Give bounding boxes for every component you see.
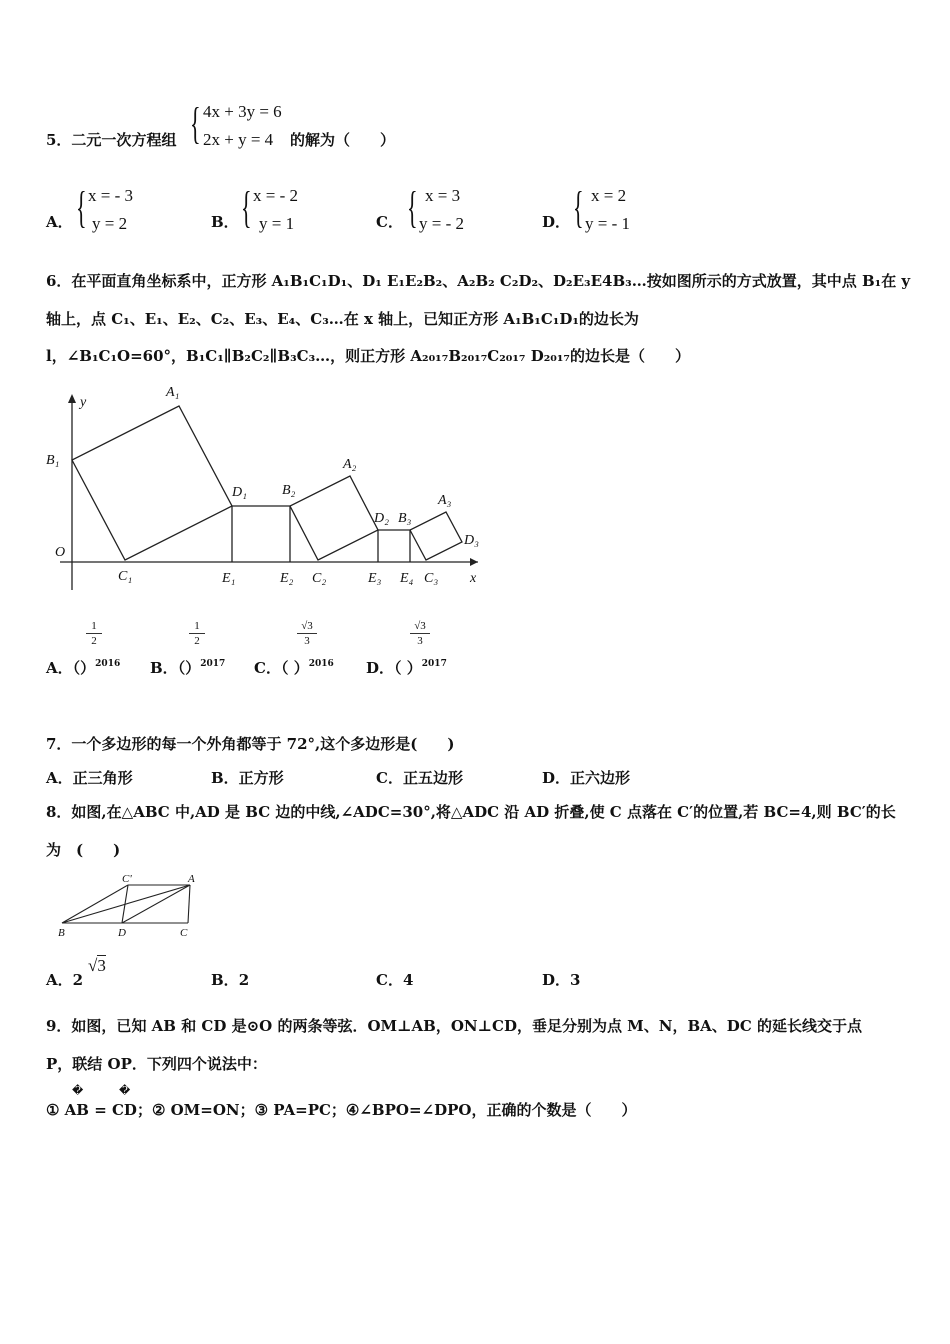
q5-option-c-system [419, 182, 464, 238]
q6-option-c-exp: 2016 [308, 659, 334, 669]
q8-option-c-label: C． [376, 971, 403, 989]
square-1 [72, 406, 232, 560]
q6-option-d-den: 3 [417, 635, 423, 647]
q5-stem-text: 5．二元一次方程组 [46, 131, 177, 149]
q6-option-b-exp: 2017 [200, 659, 226, 669]
label-e4: E₄ [400, 571, 414, 586]
label-e2: E₂ [280, 571, 294, 586]
label-e3: E₃ [368, 571, 382, 586]
q5-option-b-system [253, 182, 298, 238]
q5-option-b-brace: { [241, 183, 252, 232]
q6-option-c-label: C． [254, 659, 281, 677]
label-b1: B₁ [46, 453, 60, 468]
q5-option-d-l2: y = - 1 [585, 214, 630, 233]
q6-line2: 轴上，点 C₁、E₁、E₂、C₂、E₃、E₄、C₃…在 x 轴上，已知正方形 A₁B₁C₁D₁的边长为 [46, 310, 639, 328]
q6-figure [40, 380, 500, 610]
q6-option-d-close: ） [406, 659, 422, 677]
q6-line3: l，∠B₁C₁O=60°，B₁C₁∥B₂C₂∥B₃C₃…，则正方形 A₂₀₁₇B₂₀₁₇C₂₀₁₇ D₂₀₁₇的边长是（ ） [46, 347, 691, 365]
label-c1: C₁ [118, 569, 133, 584]
q6-option-b-open: （ [177, 659, 186, 677]
segment-ad [122, 885, 190, 923]
label-a3: A₃ [438, 493, 452, 508]
q5-system-brace: { [190, 99, 201, 148]
q5-option-b-label[interactable]: B． [211, 213, 239, 231]
q5-option-c-l2: y = - 2 [419, 214, 464, 233]
q6-option-d-num: √3 [414, 620, 426, 632]
q6-option-d-exp: 2017 [421, 659, 447, 669]
q7-option-d[interactable]: D．正六边形 [542, 769, 631, 787]
segment-c-prime-b [62, 885, 128, 923]
q6-option-d[interactable] [366, 657, 447, 678]
q6-option-a-open: （ [72, 659, 81, 677]
q5-option-a-l1: x = - 3 [88, 186, 133, 205]
q6-option-c-den: 3 [304, 635, 310, 647]
q8-line2: 为 ( ) [46, 841, 121, 859]
q6-option-a-fraction [86, 620, 102, 647]
q6-line1: 6．在平面直角坐标系中，正方形 A₁B₁C₁D₁、D₁ E₁E₂B₂、A₂B₂ C₂D₂、D₂E₃E4B₃…按如图所示的方式放置，其中点 B₁在 y [46, 272, 911, 290]
q6-option-a-den: 2 [91, 635, 97, 647]
q5-option-b-l1: x = - 2 [253, 186, 298, 205]
q8-option-a-root [88, 956, 106, 976]
q8-label-c-prime: C' [122, 873, 132, 885]
label-c2: C₂ [312, 571, 327, 586]
q8-label-d: D [118, 927, 126, 939]
q8-option-a-label: A． [46, 971, 73, 989]
q5-eq1: 4x + 3y = 6 [203, 102, 282, 121]
q5-option-c-label[interactable]: C． [376, 213, 403, 231]
q6-option-c-open: （ [280, 659, 289, 677]
q6-option-c-num: √3 [301, 620, 313, 632]
q9-arc-mark-cd: � [119, 1084, 131, 1097]
sqrt-icon: √ [88, 956, 98, 975]
label-b3: B₃ [398, 511, 412, 526]
q8-option-d-value: 3 [570, 971, 581, 989]
q8-line1: 8．如图,在△ABC 中,AD 是 BC 边的中线,∠ADC=30°,将△ADC 沿 AD 折叠,使 C 点落在 C′的位置,若 BC=4,则 BC′的长 [46, 803, 896, 821]
q6-option-a-close: ） [80, 659, 96, 677]
q6-option-a[interactable] [46, 657, 120, 678]
label-y: y [80, 395, 87, 410]
q6-option-c-close: ） [293, 659, 309, 677]
q5-option-a-l2: y = 2 [92, 214, 128, 233]
q8-label-b: B [58, 927, 65, 939]
q5-option-c-l1: x = 3 [425, 186, 461, 205]
q6-option-d-open: （ [394, 659, 402, 677]
segment-ca [188, 885, 190, 923]
q5-option-d-system [585, 182, 630, 238]
label-e1: E₁ [222, 571, 236, 586]
q8-option-b[interactable] [211, 969, 249, 990]
q9-arc-mark-ab: � [72, 1084, 84, 1097]
label-d1: D₁ [232, 485, 247, 500]
q6-option-a-num: 1 [91, 620, 97, 632]
label-x: x [470, 571, 477, 586]
label-d3: D₃ [464, 533, 479, 548]
q5-tail: 的解为（ ） [290, 131, 396, 149]
q6-option-b-fraction [189, 620, 205, 647]
q8-option-a[interactable] [46, 969, 83, 990]
q6-option-b-label: B． [150, 659, 178, 677]
q5-option-a-brace: { [76, 183, 87, 232]
label-c3: C₃ [424, 571, 439, 586]
y-axis-arrow [68, 394, 76, 403]
q6-option-d-fraction [410, 620, 430, 647]
q8-option-d-label: D． [542, 971, 571, 989]
q8-label-a: A [188, 873, 195, 885]
square-3 [410, 512, 462, 560]
q6-option-b-close: ） [185, 659, 201, 677]
q6-option-a-exp: 2016 [95, 659, 121, 669]
q6-option-a-label: A． [46, 659, 73, 677]
q7-option-b[interactable]: B．正方形 [211, 769, 284, 787]
square-d1e1e2b2 [232, 506, 290, 562]
q8-option-c-value: 4 [402, 971, 414, 989]
q7-option-c[interactable]: C．正五边形 [376, 769, 463, 787]
q6-option-b-den: 2 [194, 635, 200, 647]
label-o: O [55, 545, 66, 560]
q5-option-b-l2: y = 1 [259, 214, 295, 233]
q5-option-d-l1: x = 2 [591, 186, 627, 205]
q6-option-b[interactable] [150, 657, 225, 678]
q8-option-b-value: 2 [238, 971, 250, 989]
q6-option-b-num: 1 [194, 620, 200, 632]
q8-option-b-label: B． [211, 971, 239, 989]
label-a1: A₁ [166, 385, 180, 400]
q6-option-c-fraction [297, 620, 317, 647]
q9-line3: ① AB = CD；② OM=ON；③ PA=PC；④∠BPO=∠DPO，正确的个数是（ ） [46, 1101, 637, 1119]
q8-label-c: C [180, 927, 188, 939]
q5-option-d-label[interactable]: D． [542, 213, 571, 231]
q6-option-d-label: D． [366, 659, 395, 677]
q5-option-a-label[interactable]: A． [46, 213, 73, 231]
label-d2: D₂ [374, 511, 389, 526]
square-d2e3e4b3 [378, 530, 410, 562]
q9-line2: P，联结 OP．下列四个说法中： [46, 1055, 267, 1073]
q8-option-a-root-value: 3 [97, 956, 106, 975]
q5-option-a-system [88, 182, 133, 238]
q8-figure [52, 870, 212, 942]
square-2 [290, 476, 378, 560]
q9-line1: 9．如图，已知 AB 和 CD 是⊙O 的两条等弦．OM⊥AB，ON⊥CD，垂足分别为点 M、N，BA、DC 的延长线交于点 [46, 1017, 862, 1035]
q7-stem: 7．一个多边形的每一个外角都等于 72°,这个多边形是( ) [46, 735, 455, 753]
q8-option-d[interactable] [542, 969, 580, 990]
q5-option-c-brace: { [407, 183, 418, 232]
q5-system [203, 98, 282, 154]
q5-option-d-brace: { [573, 183, 584, 232]
x-axis-arrow [470, 558, 478, 566]
q5-stem [46, 129, 176, 150]
label-b2: B₂ [282, 483, 296, 498]
q6-option-c[interactable] [254, 657, 334, 678]
q5-eq2: 2x + y = 4 [203, 130, 274, 149]
q7-option-a[interactable]: A．正三角形 [46, 769, 133, 787]
q8-option-c[interactable] [376, 969, 413, 990]
q8-option-a-value: 2 [72, 971, 84, 989]
label-a2: A₂ [343, 457, 357, 472]
segment-ab [62, 885, 190, 923]
